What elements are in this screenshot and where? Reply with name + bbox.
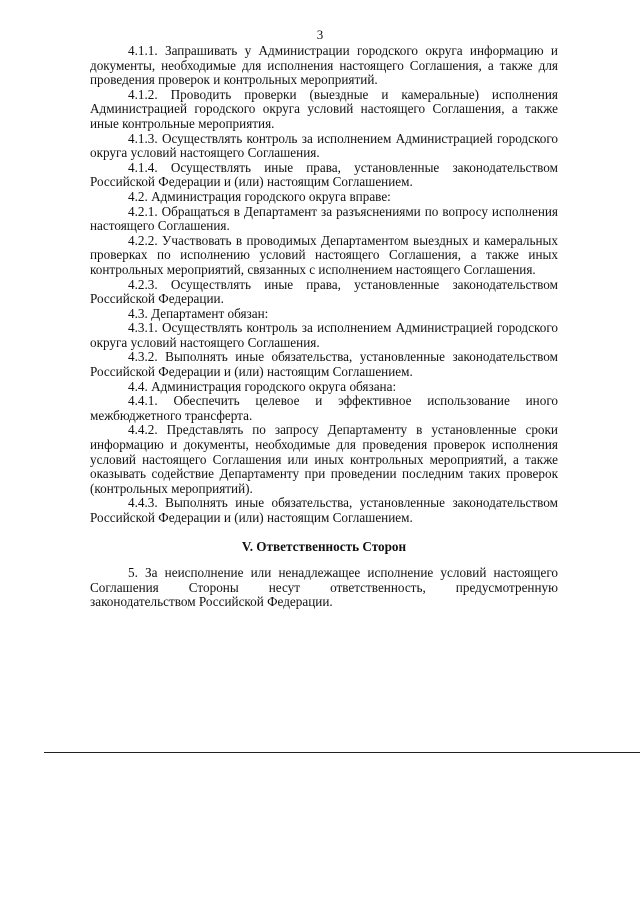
clause-4-4: 4.4. Администрация городского округа обязана: — [128, 378, 397, 394]
clause-4-3-1: 4.3.1. Осуществлять контроль за исполнением Администрацией городского округа условий настоящего Соглашения. — [90, 320, 558, 350]
document-body — [90, 44, 558, 610]
clause-4-2-1: 4.2.1. Обращаться в Департамент за разъяснениями по вопросу исполнения настоящего Соглашения. — [90, 203, 558, 234]
page-number: 3 — [316, 27, 324, 42]
clause-4-3: 4.3. Департамент обязан: — [128, 305, 269, 321]
clause-4-2: 4.2. Администрация городского округа вправе: — [128, 188, 391, 204]
clause-4-2-3: 4.2.3. Осуществлять иные права, установленные законодательством Российской Федерации. — [90, 276, 558, 307]
footer-divider — [44, 752, 640, 753]
clause-4-1-2: 4.1.2. Проводить проверки (выездные и камеральные) исполнения Администрацией городского округа условий настоящего Соглашения, а также иные контрольные мероприятия. — [90, 86, 558, 131]
clause-4-1-4: 4.1.4. Осуществлять иные права, установленные законодательством Российской Федерации и (или) настоящим Соглашением. — [90, 159, 558, 190]
clause-4-4-3: 4.4.3. Выполнять иные обязательства, установленные законодательством Российской Федерации и (или) настоящим Соглашением. — [90, 495, 558, 525]
clause-4-1-1: 4.1.1. Запрашивать у Администрации городского округа информацию и документы, необходимые для исполнения настоящего Соглашения, а также для проведения проверок и контрольных мероприятий. — [90, 43, 558, 88]
clause-4-2-2: 4.2.2. Участвовать в проводимых Департаментом выездных и камеральных проверках по исполнению условий настоящего Соглашения, а также иных контрольных мероприятий, связанных с исполнением настоящего Соглашения. — [90, 232, 558, 277]
clause-4-3-2: 4.3.2. Выполнять иные обязательства, установленные законодательством Российской Федерации и (или) настоящим Соглашением. — [90, 349, 558, 380]
clause-4-4-2: 4.4.2. Представлять по запросу Департаменту в установленные сроки информацию и документы, необходимые для проведения проверок исполнения условий настоящего Соглашения или иных контрольных мероприятий, а также оказывать содействие Департаменту при проведении последним таких проверок (контрольных мероприятий). — [90, 422, 558, 496]
clause-4-4-1: 4.4.1. Обеспечить целевое и эффективное использование иного межбюджетного трансферта. — [90, 393, 558, 423]
clause-4-1-3: 4.1.3. Осуществлять контроль за исполнением Администрацией городского округа условий настоящего Соглашения. — [90, 130, 558, 161]
section-title: V. Ответственность Сторон — [241, 538, 407, 554]
clause-5: 5. За неисполнение или ненадлежащее исполнение условий настоящего Соглашения Стороны несут ответственность, предусмотренную законодательством Российской Федерации. — [90, 565, 558, 610]
